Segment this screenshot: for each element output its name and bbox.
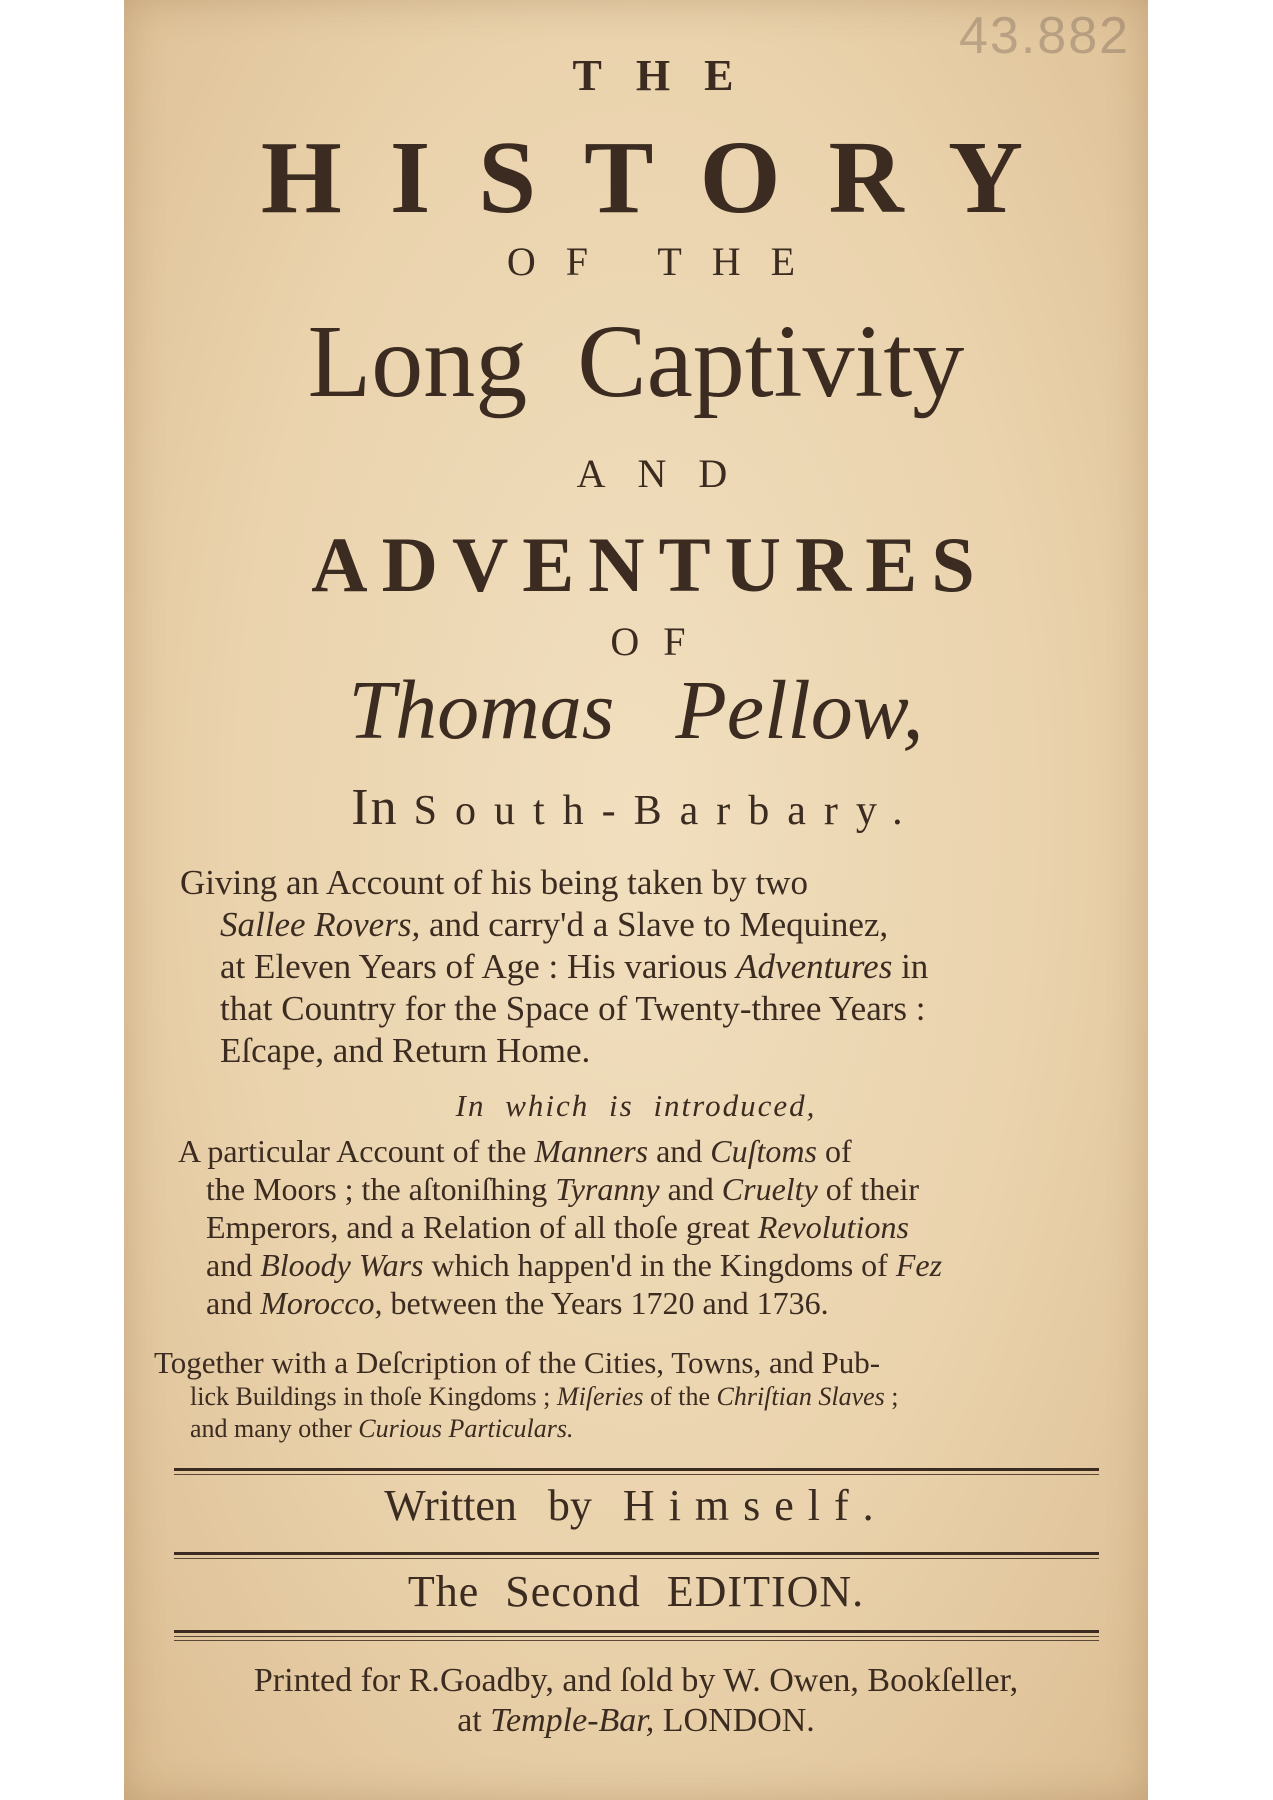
introduced-heading: In which is introduced, (455, 1088, 817, 1123)
imprint-line-2: at Temple-Bar, LONDON. (457, 1702, 815, 1739)
imprint-line-1: Printed for R.Goadby, and ſold by W. Owen, Bookſeller, (253, 1662, 1019, 1699)
account-paragraph (178, 1132, 1098, 1322)
rule-above-author-thin (174, 1474, 1099, 1475)
together-line-1: Together with a Deſcription of the Cities, Towns, and Pub- (154, 1345, 881, 1380)
title-in: In (351, 779, 399, 836)
summary-line-1: Giving an Account of his being taken by two (180, 863, 808, 902)
title-place: South-Barbary. (413, 788, 921, 834)
title-long-captivity: Long Captivity (307, 304, 965, 419)
together-line-2: lick Buildings in thoſe Kingdoms ; Miſeries of the Chriſtian Slaves ; (190, 1382, 899, 1411)
summary-paragraph (180, 862, 1100, 1072)
title-history: HISTORY (260, 120, 1072, 235)
together-line-3: and many other Curious Particulars. (190, 1414, 574, 1443)
rule-above-author (174, 1468, 1099, 1471)
summary-line-3: at Eleven Years of Age : His various Adventures in (220, 947, 929, 986)
rule-above-imprint-thin-2 (174, 1640, 1099, 1641)
summary-line-5: Eſcape, and Return Home. (220, 1031, 591, 1070)
pencil-note: 43.882 (959, 7, 1131, 65)
summary-line-4: that Country for the Space of Twenty-three Years : (220, 989, 926, 1028)
rule-above-edition-thin (174, 1558, 1099, 1559)
account-line-4: and Bloody Wars which happen'd in the Kingdoms of Fez (206, 1247, 943, 1283)
title-of: OF (610, 619, 710, 664)
title-the: THE (572, 51, 768, 100)
title-of-the: OF THE (506, 239, 826, 284)
edition-line: The Second EDITION. (407, 1567, 865, 1616)
title-adventures: ADVENTURES (311, 521, 989, 608)
account-line-1: A particular Account of the Manners and Cuſtoms of (178, 1133, 852, 1169)
title-page (124, 0, 1148, 1800)
rule-above-edition (174, 1552, 1099, 1555)
account-line-3: Emperors, and a Relation of all thoſe great Revolutions (206, 1209, 909, 1245)
title-place-line (124, 778, 1148, 837)
together-paragraph (154, 1345, 1110, 1445)
author-line: Written by Himself. (384, 1481, 888, 1530)
rule-above-imprint (174, 1630, 1099, 1633)
title-name: Thomas Pellow, (348, 664, 924, 757)
account-line-5: and Morocco, between the Years 1720 and 1736. (206, 1285, 829, 1321)
summary-line-2: Sallee Rovers, and carry'd a Slave to Mequinez, (220, 905, 889, 944)
rule-above-imprint-thin (174, 1636, 1099, 1637)
title-and: AND (576, 451, 760, 496)
account-line-2: the Moors ; the aſtoniſhing Tyranny and Cruelty of their (206, 1171, 920, 1207)
